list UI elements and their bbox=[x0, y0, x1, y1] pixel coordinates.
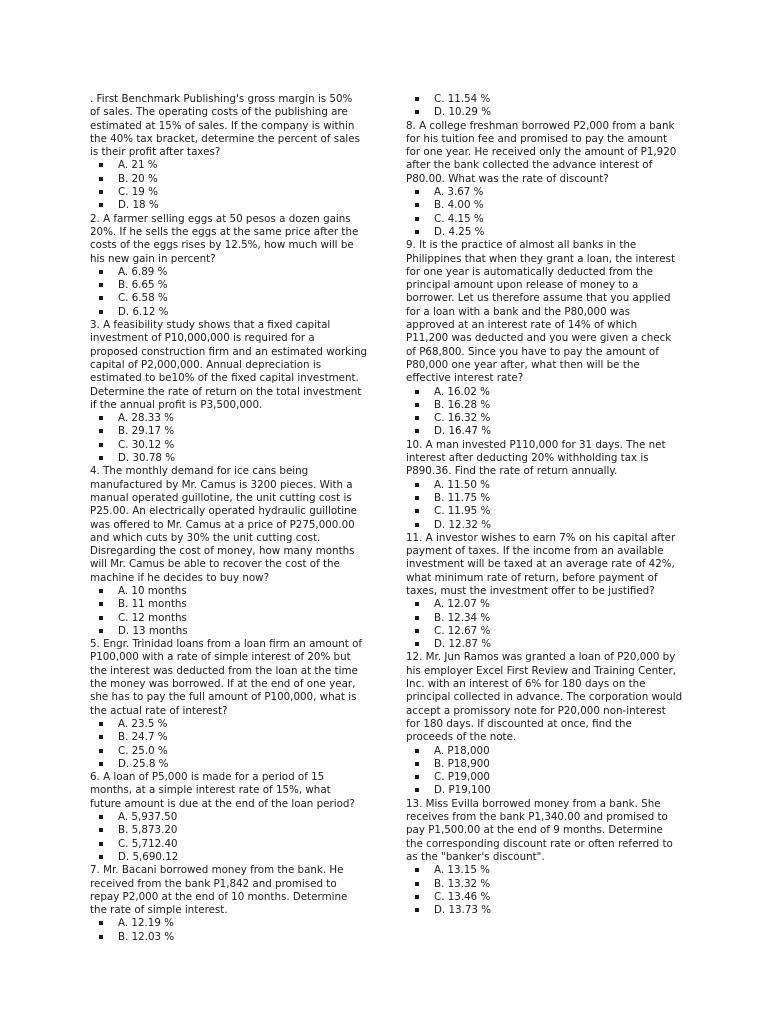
question-text: 5. Engr. Trinidad loans from a loan firm an amount of P100,000 with a rate of simple interest of 20% but the interest was deducted from the loan at the time the money was borrowed. If at the end of one year, she has to pay the full amount of P100,000, what is the actual rate of interest? bbox=[90, 638, 363, 717]
question-text: 8. A college freshman borrowed P2,000 from a bank for his tuition fee and promised to pay the amount for one year. He received only the amount of P1,920 after the bank collected the advance interest of P80.00. What was the rate of discount? bbox=[406, 119, 677, 185]
answer-options bbox=[406, 598, 706, 651]
question-block bbox=[90, 213, 390, 319]
answer-option: B. 4.00 % bbox=[406, 199, 706, 212]
question-text: 12. Mr. Jun Ramos was granted a loan of P20,000 by his employer Excel First Review and Training Center, Inc. with an interest of 6% for 180 days on the principal collected in advance. The corporation would accept a promissory note for P20,000 non-interest for 180 days. If discounted at once, find the proceeds of the note. bbox=[406, 651, 683, 744]
answer-option: C. 11.54 % bbox=[406, 93, 706, 106]
question-text: 9. It is the practice of almost all banks in the Philippines that when they grant a loan, the interest for one year is automatically deducted from the principal amount upon release of money to a borrower. Let us therefore assume that you applied for a loan with a bank and the P80,000 was approved at an interest rate of 14% of which P11,200 was deducted and you were given a check of P68,800. Since you have to pay the amount of P80,000 one year after, what then will be the effective interest rate? bbox=[406, 239, 675, 385]
question-text: 6. A loan of P5,000 is made for a period of 15 months, at a simple interest rate of 15%, what future amount is due at the end of the loan period? bbox=[90, 771, 355, 810]
answer-option: A. 16.02 % bbox=[406, 386, 706, 399]
question-block bbox=[90, 864, 390, 944]
answer-option: A. 12.07 % bbox=[406, 598, 706, 611]
question-block bbox=[90, 93, 390, 213]
answer-option: B. P18,900 bbox=[406, 758, 706, 771]
answer-option: B. 11 months bbox=[90, 598, 390, 611]
answer-option: C. 16.32 % bbox=[406, 412, 706, 425]
answer-option: A. 23.5 % bbox=[90, 718, 390, 731]
answer-options bbox=[406, 186, 706, 239]
answer-option: A. 6.89 % bbox=[90, 266, 390, 279]
answer-option: B. 12.03 % bbox=[90, 931, 390, 944]
answer-option: D. 18 % bbox=[90, 199, 390, 212]
answer-option: C. 11.95 % bbox=[406, 505, 706, 518]
question-text: 2. A farmer selling eggs at 50 pesos a dozen gains 20%. If he sells the eggs at the same price after the costs of the eggs rises by 12.5%, how much will be his new gain in percent? bbox=[90, 212, 359, 265]
answer-options bbox=[90, 718, 390, 771]
question-block bbox=[406, 532, 706, 652]
question-text: 3. A feasibility study shows that a fixed capital investment of P10,000,000 is required for a proposed construction firm and an estimated working capital of P2,000,000. Annual depreciation is estimated to be10% of the fixed capital investment. Determine the rate of return on the total investment if the annual profit is P3,500,000. bbox=[90, 319, 368, 411]
answer-option: C. 19 % bbox=[90, 186, 390, 199]
answer-options bbox=[406, 864, 706, 917]
answer-option: C. 30.12 % bbox=[90, 439, 390, 452]
answer-options bbox=[90, 159, 390, 212]
answer-options bbox=[406, 386, 706, 439]
answer-option: D. 6.12 % bbox=[90, 306, 390, 319]
question-block bbox=[406, 798, 706, 918]
question-text: 10. A man invested P110,000 for 31 days. The net interest after deducting 20% withholding tax is P890.36. Find the rate of return annually. bbox=[406, 438, 666, 478]
answer-option: B. 6.65 % bbox=[90, 279, 390, 292]
question-block bbox=[406, 439, 706, 532]
right-column bbox=[406, 93, 706, 917]
question-block bbox=[90, 319, 390, 465]
answer-option: A. 10 months bbox=[90, 585, 390, 598]
answer-option: B. 20 % bbox=[90, 173, 390, 186]
answer-option: C. 5,712.40 bbox=[90, 838, 390, 851]
answer-option: A. 21 % bbox=[90, 159, 390, 172]
answer-option: C. P19,000 bbox=[406, 771, 706, 784]
answer-options bbox=[406, 93, 706, 120]
answer-option: D. 25.8 % bbox=[90, 758, 390, 771]
answer-option: D. 12.32 % bbox=[406, 519, 706, 532]
question-block bbox=[406, 239, 706, 438]
answer-option: C. 12.67 % bbox=[406, 625, 706, 638]
answer-option: A. 11.50 % bbox=[406, 479, 706, 492]
answer-option: A. 13.15 % bbox=[406, 864, 706, 877]
answer-options bbox=[90, 412, 390, 465]
answer-options bbox=[90, 811, 390, 864]
question-block bbox=[90, 465, 390, 638]
answer-option: D. 10.29 % bbox=[406, 106, 706, 119]
answer-option: B. 12.34 % bbox=[406, 612, 706, 625]
answer-option: A. 28.33 % bbox=[90, 412, 390, 425]
left-column bbox=[90, 93, 390, 944]
question-block bbox=[90, 771, 390, 864]
answer-option: A. 3.67 % bbox=[406, 186, 706, 199]
answer-option: D. P19,100 bbox=[406, 784, 706, 797]
question-block bbox=[406, 120, 706, 240]
answer-option: C. 4.15 % bbox=[406, 213, 706, 226]
question-text: 4. The monthly demand for ice cans being manufactured by Mr. Camus is 3200 pieces. With a manual operated guillotine, the unit cutting cost is P25.00. An electrically operated hydraulic guillotine was offered to Mr. Camus at a price of P275,000.00 and which cuts by 30% the unit cutting cost. Disregarding the cost of money, how many months will Mr. Camus be able to recover the cost of the machine if he decides to buy now? bbox=[90, 465, 357, 584]
answer-option: D. 16.47 % bbox=[406, 425, 706, 438]
answer-option: D. 30.78 % bbox=[90, 452, 390, 465]
question-text: . First Benchmark Publishing's gross margin is 50% of sales. The operating costs of the publishing are estimated at 15% of sales. If the company is within the 40% tax bracket, determine the percent of sales is their profit after taxes? bbox=[90, 93, 360, 159]
answer-option: D. 4.25 % bbox=[406, 226, 706, 239]
answer-option: D. 13.73 % bbox=[406, 904, 706, 917]
answer-option: A. 5,937.50 bbox=[90, 811, 390, 824]
answer-option: C. 13.46 % bbox=[406, 891, 706, 904]
answer-option: B. 16.28 % bbox=[406, 399, 706, 412]
answer-option: B. 29.17 % bbox=[90, 425, 390, 438]
answer-option: C. 12 months bbox=[90, 612, 390, 625]
answer-option: A. P18,000 bbox=[406, 745, 706, 758]
answer-option: D. 12.87 % bbox=[406, 638, 706, 651]
question-block bbox=[406, 651, 706, 797]
answer-options bbox=[90, 917, 390, 944]
answer-option: D. 5,690.12 bbox=[90, 851, 390, 864]
answer-option: C. 6.58 % bbox=[90, 292, 390, 305]
answer-option: B. 24.7 % bbox=[90, 731, 390, 744]
answer-option: C. 25.0 % bbox=[90, 745, 390, 758]
question-text: 7. Mr. Bacani borrowed money from the bank. He received from the bank P1,842 and promised to repay P2,000 at the end of 10 months. Determine the rate of simple interest. bbox=[90, 864, 348, 917]
answer-option: B. 5,873.20 bbox=[90, 824, 390, 837]
answer-option: B. 13.32 % bbox=[406, 878, 706, 891]
answer-option: B. 11.75 % bbox=[406, 492, 706, 505]
answer-options bbox=[406, 479, 706, 532]
answer-option: A. 12.19 % bbox=[90, 917, 390, 930]
question-block bbox=[90, 638, 390, 771]
answer-options bbox=[90, 585, 390, 638]
question-text: 13. Miss Evilla borrowed money from a bank. She receives from the bank P1,340.00 and promised to pay P1,500.00 at the end of 9 months. Determine the corresponding discount rate or often referred to as the "banker's discount". bbox=[406, 797, 673, 863]
question-block bbox=[406, 93, 706, 120]
answer-options bbox=[90, 266, 390, 319]
answer-options bbox=[406, 745, 706, 798]
question-text: 11. A investor wishes to earn 7% on his capital after payment of taxes. If the income from an available investment will be taxed at an average rate of 42%, what minimum rate of return, before payment of taxes, must the investment offer to be justified? bbox=[406, 531, 676, 597]
answer-option: D. 13 months bbox=[90, 625, 390, 638]
